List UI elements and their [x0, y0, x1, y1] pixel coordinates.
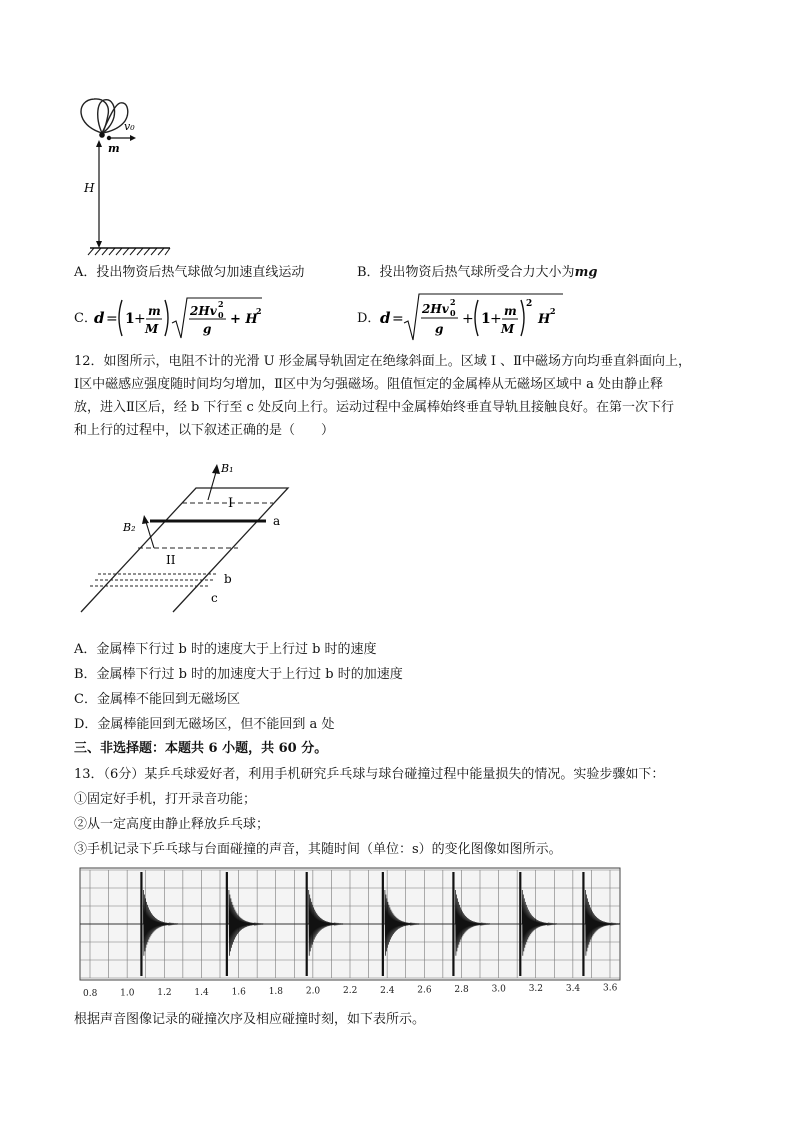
label-B1: B₁ [221, 462, 234, 475]
x-tick-label: 2.4 [380, 985, 395, 996]
q11-option-b-text: B．投出物资后热气球所受合力大小为 [357, 265, 575, 280]
rail-figure [78, 460, 308, 620]
q12-option-c: C．金属棒不能回到无磁场区 [74, 692, 240, 707]
x-tick-label: 3.4 [565, 983, 581, 994]
x-tick-label: 1.2 [157, 988, 172, 999]
x-tick-label: 2.8 [454, 985, 469, 995]
x-tick-label: 1.0 [120, 988, 135, 999]
label-v0: v₀ [124, 120, 135, 133]
q12-option-b: B．金属棒下行过 b 时的加速度大于上行过 b 时的加速度 [74, 667, 403, 682]
q13-stem: 13．（6分）某乒乓球爱好者，利用手机研究乒乓球与球台碰撞过程中能量损失的情况。实验步骤如下： [74, 767, 665, 782]
svg-text:+: + [134, 311, 146, 327]
svg-text:2Hv: 2Hv [190, 304, 217, 318]
svg-text:H: H [538, 312, 551, 327]
svg-text:0: 0 [450, 308, 456, 318]
svg-text:2Hv: 2Hv [422, 302, 449, 316]
q11-option-b [357, 263, 597, 283]
q13-block [74, 762, 734, 862]
svg-text:2: 2 [218, 299, 224, 309]
balloon-figure [70, 95, 185, 260]
q12-stem-line-1: 12．如图所示，电阻不计的光滑 U 形金属导轨固定在绝缘斜面上。区域 Ⅰ 、Ⅱ中磁场方向均垂直斜面向上， [74, 354, 691, 369]
svg-text:g: g [203, 322, 212, 336]
svg-text:M: M [145, 322, 159, 336]
svg-text:M: M [501, 322, 515, 336]
svg-text:+: + [490, 311, 502, 327]
label-c: c [211, 591, 218, 605]
x-tick-label: 3.2 [528, 984, 544, 995]
svg-text:m: m [504, 304, 517, 318]
x-tick-label: 1.4 [194, 987, 209, 998]
svg-text:1: 1 [125, 311, 135, 327]
svg-text:2: 2 [526, 299, 533, 309]
svg-text:m: m [148, 304, 161, 318]
x-tick-label: 3.6 [603, 983, 618, 994]
svg-text:2: 2 [256, 306, 262, 316]
sound-waveform-chart [76, 862, 624, 1008]
label-region-I: I [228, 496, 234, 511]
x-tick-label: 0.8 [83, 989, 98, 999]
svg-text:d: d [380, 309, 391, 327]
q12-option-a: A．金属棒下行过 b 时的速度大于上行过 b 时的速度 [74, 642, 377, 657]
q11-option-c-label: C． [74, 311, 97, 326]
svg-text:=: = [106, 311, 118, 327]
svg-text:=: = [392, 311, 404, 327]
svg-text:0: 0 [218, 310, 224, 320]
q12-stem [74, 350, 734, 442]
svg-text:2: 2 [550, 306, 556, 316]
q11-option-a: A．投出物资后热气球做匀加速直线运动 [74, 265, 305, 280]
q12-stem-line-3: 放，进入Ⅱ区后，经 b 下行至 c 处反向上行。运动过程中金属棒始终垂直导轨且接触良好。在第一次下行 [74, 400, 674, 415]
q12-stem-line-2: Ⅰ区中磁感应强度随时间均匀增加，Ⅱ区中为匀强磁场。阻值恒定的金属棒从无磁场区域中 a 处由静止释 [74, 377, 663, 392]
x-tick-label: 1.8 [268, 987, 284, 997]
section-heading: 三、非选择题：本题共 6 小题，共 60 分。 [74, 741, 328, 756]
x-tick-label: 2.6 [417, 985, 432, 996]
svg-text:d: d [94, 309, 105, 327]
formula-c [92, 290, 272, 346]
svg-text:1: 1 [481, 311, 491, 327]
q13-step-2: ②从一定高度由静止释放乒乓球； [74, 817, 270, 832]
q13-step-1: ①固定好手机，打开录音功能； [74, 792, 257, 807]
q11-option-b-math: mg [574, 265, 598, 280]
q13-after-text: 根据声音图像记录的碰撞次序及相应碰撞时刻，如下表所示。 [74, 1012, 426, 1027]
label-H: H [84, 181, 95, 195]
mass-dot [99, 132, 105, 138]
x-tick-label: 2.0 [305, 986, 321, 997]
x-tick-label: 3.0 [491, 984, 506, 995]
q13-step-3: ③手机记录下乒乓球与台面碰撞的声音，其随时间（单位：s）的变化图像如图所示。 [74, 842, 562, 857]
rail-u-shape [81, 488, 288, 612]
label-b: b [224, 572, 232, 586]
svg-text:g: g [435, 322, 444, 336]
q12-options [74, 637, 734, 737]
label-B2: B₂ [123, 521, 136, 534]
label-m: m [108, 142, 120, 155]
x-tick-label: 2.2 [343, 986, 358, 997]
svg-text:2: 2 [450, 297, 456, 307]
svg-text:+: + [462, 311, 474, 327]
q12-stem-line-4: 和上行的过程中，以下叙述正确的是（ ） [74, 423, 335, 438]
q11-option-d-label: D． [357, 311, 381, 326]
formula-d [378, 288, 568, 346]
label-region-II: II [166, 553, 176, 567]
x-tick-label: 1.6 [231, 987, 246, 998]
q12-option-d: D．金属棒能回到无磁场区，但不能回到 a 处 [74, 717, 335, 732]
label-a: a [273, 514, 281, 528]
svg-text:+ H: + H [230, 312, 258, 327]
